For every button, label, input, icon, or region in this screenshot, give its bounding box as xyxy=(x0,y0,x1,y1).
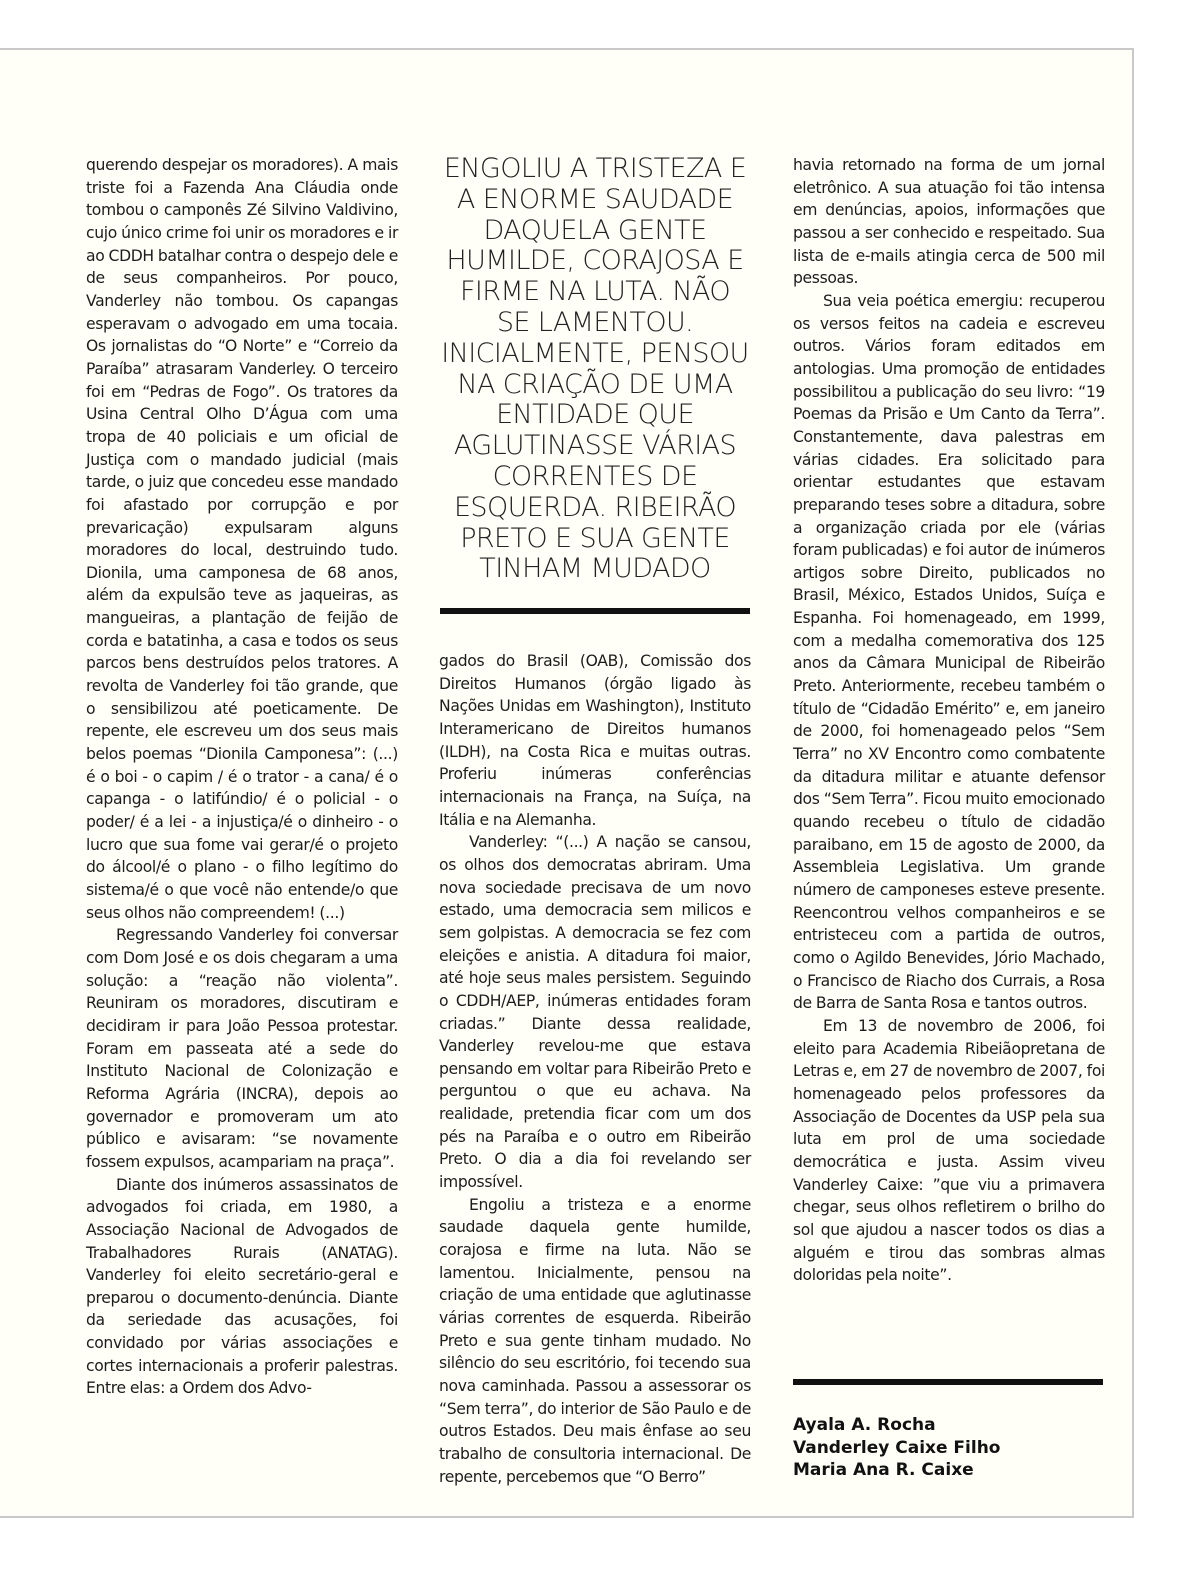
pull-quote: ENGOLIU A TRISTEZA E A ENORME SAUDADE DAQUELA GENTE HUMILDE, CORAJOSA E FIRME NA LUTA. NÃO SE LAMENTOU. INICIALMENTE, PENSOU NA CRIAÇÃO DE UMA ENTIDADE QUE AGLUTINASSE VÁRIAS CORRENTES DE ESQUERDA. RIBEIRÃO PRETO E SUA GENTE TINHAM MUDADO xyxy=(441,153,749,585)
paragraph: Vanderley: “(...) A nação se cansou, os olhos dos democratas abriram. Uma nova sociedade precisava de um novo estado, uma democracia sem milicos e sem golpistas. A democracia se fez com eleições e anistia. A ditadura foi maior, até hoje seus males persistem. Seguindo o CDDH/AEP, inúmeras entidades foram criadas.” Diante dessa realidade, Vanderley revelou-me que estava pensando em voltar para Ribeirão Preto e perguntou o que eu achava. Na realidade, pretendia ficar com um dos pés na Paraíba e o outro em Ribeirão Preto. O dia a dia foi revelando ser impossível. xyxy=(439,833,751,1192)
signature-divider xyxy=(793,1379,1103,1385)
paragraph: gados do Brasil (OAB), Comissão dos Direitos Humanos (órgão ligado às Nações Unidas em Washington), Instituto Interamericano de Direitos humanos (ILDH), na Costa Rica e muitas outras. Proferiu inúmeras conferências internacionais na França, na Suíça, na Itália e na Alemanha. xyxy=(439,652,751,829)
article-column-middle xyxy=(439,650,751,1488)
paragraph: Sua veia poética emergiu: recuperou os versos feitos na cadeia e escreveu outros. Vários foram editados em antologias. Uma promoção de entidades possibilitou a publicação do seu livro: “19 Poemas da Prisão e Um Canto da Terra”. Constantemente, dava palestras em várias cidades. Era solicitado para orientar estudantes que estavam preparando teses sobre a ditadura, sobre a organização criada por ele (várias foram publicadas) e foi autor de inúmeros artigos sobre Direito, publicados no Brasil, México, Estados Unidos, Suíça e Espanha. Foi homenageado, em 1999, com a medalha comemorativa dos 125 anos da Câmara Municipal de Ribeirão Preto. Anteriormente, recebeu também o título de “Cidadão Emérito” e, em janeiro de 2000, foi homenageado pelos “Sem Terra” no XV Encontro como combatente da ditadura militar e atuante defensor dos “Sem Terra”. Ficou muito emocionado quando recebeu o título de cidadão paraibano, em 15 de agosto de 2000, da Assembleia Legislativa. Um grande número de camponeses esteve presente. Reencontrou velhos companheiros e se entristeceu com a partida de outros, como o Agildo Benevides, Jório Machado, o Francisco de Riacho dos Currais, a Rosa de Barra de Santa Rosa e tantos outros. xyxy=(793,291,1105,1013)
pull-quote-divider xyxy=(440,608,750,614)
author-name: Ayala A. Rocha xyxy=(793,1415,936,1435)
paragraph: Engoliu a tristeza e a enorme saudade daquela gente humilde, corajosa e firme na luta. Não se lamentou. Inicialmente, pensou na criação de uma entidade que aglutinasse várias correntes de esquerda. Ribeirão Preto e sua gente tinham mudado. No silêncio do seu escritório, foi tecendo sua nova caminhada. Passou a assessorar os “Sem terra”, do interior de São Paulo e de outros Estados. Deu mais ênfase ao seu trabalho de consultoria internacional. De repente, percebemos que “O Berro” xyxy=(439,1195,751,1486)
author-signature xyxy=(793,1414,1105,1482)
paragraph: Diante dos inúmeros assassinatos de advogados foi criada, em 1980, a Associação Nacional de Advogados de Trabalhadores Rurais (ANATAG). Vanderley foi eleito secretário-geral e preparou o documento-denúncia. Diante da seriedade das acusações, foi convidado por várias associações e cortes internacionais a proferir palestras. Entre elas: a Ordem dos Advo- xyxy=(86,1175,398,1398)
author-name: Vanderley Caixe Filho xyxy=(793,1437,1001,1458)
paragraph: querendo despejar os moradores). A mais triste foi a Fazenda Ana Cláudia onde tombou o camponês Zé Silvino Valdivino, cujo único crime foi unir os moradores e ir ao CDDH batalhar contra o despejo dele e de seus companheiros. Por pouco, Vanderley não tombou. Os capangas esperavam o advogado em uma tocaia. Os jornalistas do “O Norte” e “Correio da Paraíba” atrasaram Vanderley. O terceiro foi em “Pedras de Fogo”. Os tratores da Usina Central Olho D’Água com uma tropa de 40 policiais e um oficial de Justiça com o mandado judicial (mais tarde, o juiz que concedeu esse mandado foi afastado por corrupção e por prevaricação) expulsaram alguns moradores do local, destruindo tudo. Dionila, uma camponesa de 68 anos, além da expulsão teve as jaqueiras, as mangueiras, a plantação de feijão de corda e batatinha, a casa e todos os seus parcos bens destruídos pelos tratores. A revolta de Vanderley foi tão grande, que o sensibilizou até poeticamente. De repente, ele escreveu um dos seus mais belos poemas “Dionila Camponesa”: (...) é o boi - o capim / é o trator - a cana/ é o capanga - o latifúndio/ é o policial - o poder/ é a lei - a injustiça/é o dinheiro - o lucro que sua fome vai gerar/é o projeto do álcool/é o plano - o filho legítimo do sistema/é o que você não entende/o que seus olhos não compreendem! (...) xyxy=(86,156,398,922)
article-column-left xyxy=(86,154,398,1400)
paragraph: Em 13 de novembro de 2006, foi eleito para Academia Ribeiãopretana de Letras e, em 27 de novembro de 2007, foi homenageado pelos professores da Associação de Docentes da USP pela sua luta em prol de uma sociedade democrática e justa. Assim viveu Vanderley Caixe: ”que viu a primavera chegar, seus olhos refletirem o brilho do sol que ajudou a nascer todos os dias a alguém e tirou das sombras almas doloridas pela noite”. xyxy=(793,1016,1105,1285)
author-name: Maria Ana R. Caixe xyxy=(793,1460,974,1481)
paragraph: havia retornado na forma de um jornal eletrônico. A sua atuação foi tão intensa em denúncias, apoios, informações que passou a ser conhecido e respeitado. Sua lista de e-mails atingia cerca de 500 mil pessoas. xyxy=(793,156,1105,288)
article-column-right xyxy=(793,154,1105,1287)
paragraph: Regressando Vanderley foi conversar com Dom José e os dois chegaram a uma solução: a “reação não violenta”. Reuniram os moradores, discutiram e decidiram ir para João Pessoa protestar. Foram em passeata até a sede do Instituto Nacional de Colonização e Reforma Agrária (INCRA), depois ao governador e promoveram um ato público e avisaram: “se novamente fossem expulsos, acampariam na praça”. xyxy=(86,926,398,1171)
